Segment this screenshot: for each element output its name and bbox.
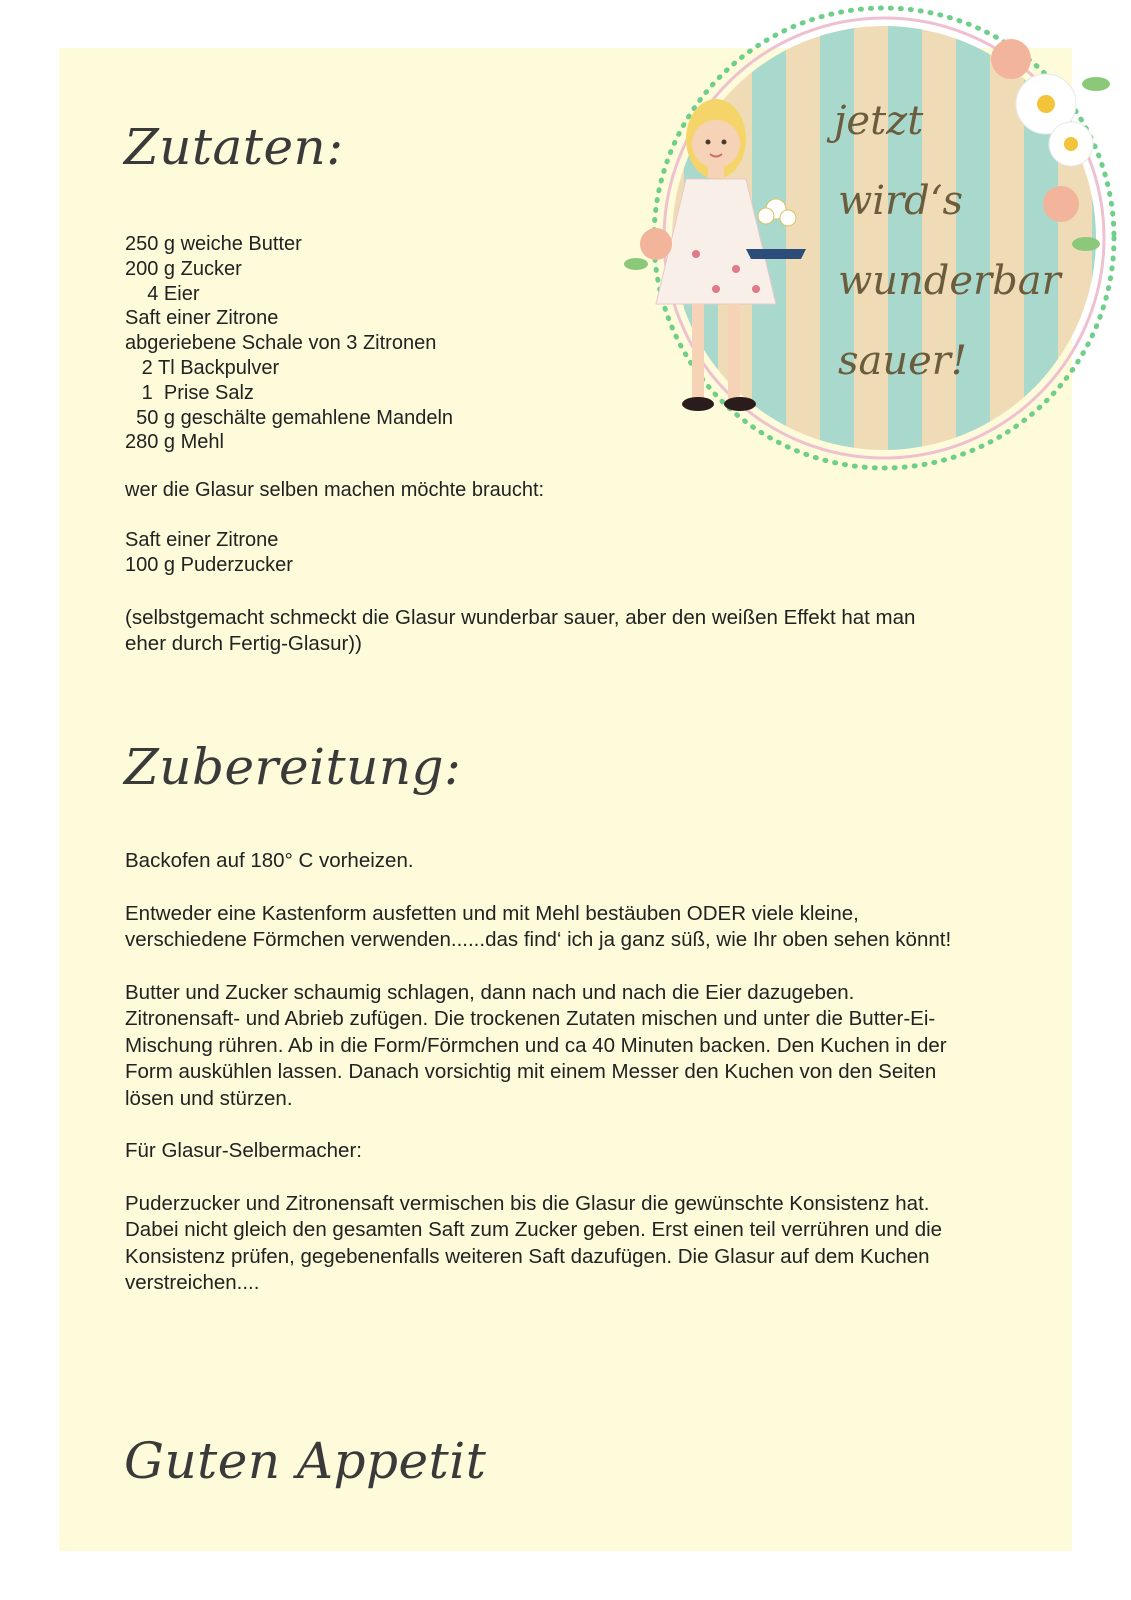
ingredient-item: 1 Prise Salz [125, 381, 254, 404]
ingredient-item: 50 g geschälte gemahlene Mandeln [125, 406, 454, 429]
ingredient-item: Saft einer Zitrone [125, 307, 279, 330]
heading-zubereitung: Zubereitung: [124, 738, 462, 796]
retro-badge [616, 4, 1126, 494]
heading-zutaten: Zutaten: [124, 118, 344, 176]
glasur-item: Saft einer Zitrone [125, 529, 279, 551]
ingredient-item: 280 g Mehl [125, 431, 224, 454]
step-form: Entweder eine Kastenform ausfetten und mit Mehl bestäuben ODER viele kleine, verschiedene Förmchen verwenden......das find‘ ich ja ganz süß, wie Ihr oben sehen könnt! [125, 901, 952, 951]
step-preheat: Backofen auf 180° C vorheizen. [125, 849, 414, 872]
step-glasur: Puderzucker und Zitronensaft vermischen bis die Glasur die gewünschte Konsistenz hat. Dabei nicht gleich den gesamten Saft zum Zucker geben. Erst einen teil verrühren und die Konsistenz prüfen, gegebenenfalls weiteren Saft dazufügen. Die Glasur auf dem Kuchen verstreichen.... [125, 1191, 943, 1294]
badge-text-line: wunderbar [838, 258, 1061, 304]
ingredient-item: 200 g Zucker [125, 257, 242, 280]
ingredient-item: 4 Eier [125, 282, 200, 305]
heading-guten-appetit: Guten Appetit [124, 1432, 487, 1490]
badge-text-line: sauer! [838, 338, 968, 384]
glasur-list [125, 528, 293, 578]
ingredient-item: abgeriebene Schale von 3 Zitronen [125, 332, 437, 355]
preparation-steps [125, 848, 955, 1323]
glasur-intro: wer die Glasur selben machen möchte braucht: [125, 479, 545, 501]
glasur-item: 100 g Puderzucker [125, 554, 293, 576]
ingredient-list [125, 232, 453, 455]
ingredient-item: 250 g weiche Butter [125, 233, 302, 255]
glasur-note: (selbstgemacht schmeckt die Glasur wunderbar sauer, aber den weißen Effekt hat man eher durch Fertig-Glasur)) [125, 606, 916, 655]
badge-text-line: wird‘s [838, 178, 963, 224]
badge-illustration [616, 4, 1126, 494]
badge-text-line: jetzt [834, 98, 924, 144]
step-glasur-label: Für Glasur-Selbermacher: [125, 1139, 362, 1162]
step-batter: Butter und Zucker schaumig schlagen, dann nach und nach die Eier dazugeben. Zitronensaft- und Abrieb zufügen. Die trockenen Zutaten mischen und unter die Butter-Ei-Mischung rühren. Ab in die Form/Förmchen und ca 40 Minuten backen. Den Kuchen in der Form auskühlen lassen. Danach vorsichtig mit einem Messer den Kuchen von den Seiten lösen und stürzen. [125, 980, 947, 1110]
ingredient-item: 2 Tl Backpulver [125, 356, 280, 379]
